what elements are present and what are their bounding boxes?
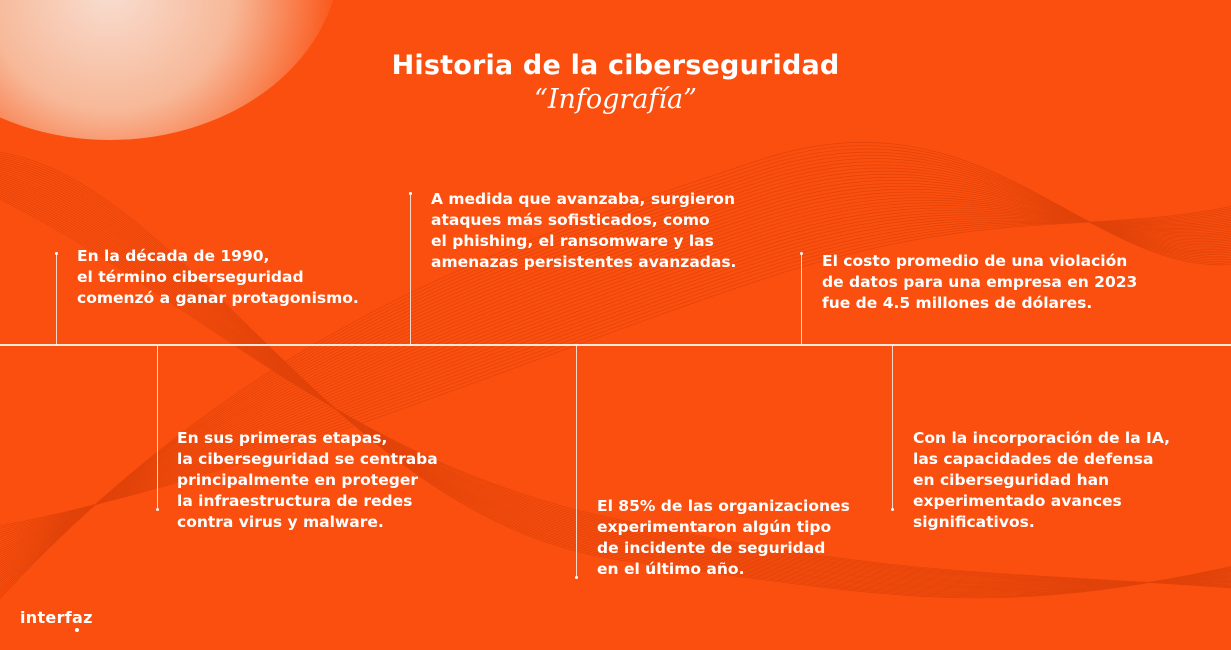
- timeline-marker-2: [156, 508, 159, 511]
- timeline-event-4: El 85% de las organizaciones experimentaron algún tipo de incidente de seguridad en el último año.: [597, 497, 850, 578]
- timeline-connector-3: [410, 194, 411, 344]
- timeline-marker-5: [800, 252, 803, 255]
- timeline-connector-6: [892, 346, 893, 510]
- timeline-connector-5: [801, 254, 802, 344]
- timeline-event-2: En sus primeras etapas, la ciberseguridad se centraba principalmente en proteger la infraestructura de redes contra virus y malware.: [177, 429, 438, 531]
- timeline-marker-3: [409, 192, 412, 195]
- page-subtitle: “Infografía”: [534, 84, 697, 115]
- timeline-event-6: Con la incorporación de la IA, las capacidades de defensa en ciberseguridad han experimentado avances significativos.: [913, 429, 1170, 531]
- brand-logo: interfaz: [20, 608, 93, 627]
- timeline-marker-4: [575, 576, 578, 579]
- timeline-axis: [0, 344, 1231, 346]
- page-title: Historia de la ciberseguridad: [391, 50, 840, 81]
- timeline-connector-1: [56, 254, 57, 344]
- timeline-marker-6: [891, 508, 894, 511]
- brand-logo-dot: [75, 628, 79, 632]
- timeline-connector-2: [157, 346, 158, 510]
- timeline-event-1: En la década de 1990, el término ciberseguridad comenzó a ganar protagonismo.: [77, 247, 359, 307]
- timeline-connector-4: [576, 346, 577, 578]
- timeline-marker-1: [55, 252, 58, 255]
- timeline-event-3: A medida que avanzaba, surgieron ataques más sofisticados, como el phishing, el ransomware y las amenazas persistentes avanzadas.: [431, 190, 737, 271]
- timeline-event-5: El costo promedio de una violación de datos para una empresa en 2023 fue de 4.5 millones de dólares.: [822, 252, 1138, 312]
